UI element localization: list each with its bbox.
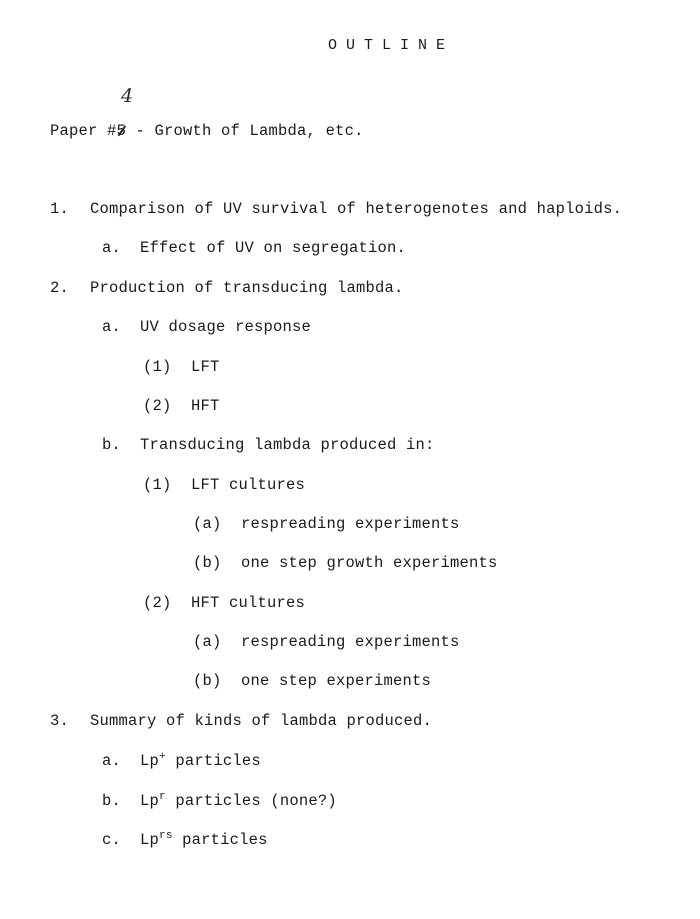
item-label: a. [102, 752, 122, 770]
item-text: particles [172, 831, 268, 849]
item-label: (2) [143, 397, 172, 415]
item-label: (a) [193, 633, 222, 651]
item-label: 1. [50, 200, 70, 218]
item-label: b. [102, 792, 122, 810]
item-label: (a) [193, 515, 222, 533]
outline-item [102, 751, 261, 771]
item-superscript: rs [159, 830, 173, 842]
item-superscript: + [159, 751, 166, 763]
outline-item [102, 238, 406, 258]
item-label: 2. [50, 279, 70, 297]
item-text: respreading experiments [241, 515, 460, 533]
outline-item [193, 671, 431, 691]
outline-item [193, 514, 460, 534]
item-label: (1) [143, 358, 172, 376]
outline-item [143, 357, 220, 377]
outline-item [50, 278, 404, 298]
item-superscript: r [159, 791, 166, 803]
item-text: particles [165, 752, 261, 770]
item-label: a. [102, 239, 122, 257]
item-text: UV dosage response [140, 318, 312, 336]
paper-title: - Growth of Lambda, etc. [126, 122, 364, 140]
item-label: (b) [193, 672, 222, 690]
item-text: Effect of UV on segregation. [140, 239, 407, 257]
item-text: Comparison of UV survival of heterogenotes and haploids. [90, 200, 623, 218]
item-label: b. [102, 436, 122, 454]
item-label: (1) [143, 476, 172, 494]
item-text: Production of transducing lambda. [90, 279, 404, 297]
item-text: particles (none?) [165, 792, 337, 810]
outline-item [143, 396, 220, 416]
outline-title: OUTLINE [328, 37, 455, 54]
item-base: Lp [140, 831, 160, 849]
handwritten-paper-number: 4 [121, 85, 134, 107]
item-text: respreading experiments [241, 633, 460, 651]
outline-item [102, 317, 311, 337]
item-text: HFT cultures [191, 594, 306, 612]
outline-item [50, 711, 432, 731]
outline-item [193, 632, 460, 652]
item-label: (b) [193, 554, 222, 572]
paper-prefix: Paper # [50, 122, 117, 140]
item-text: LFT cultures [191, 476, 306, 494]
outline-item [102, 830, 268, 850]
outline-item [50, 199, 622, 219]
item-label: (2) [143, 594, 172, 612]
item-base: Lp [140, 792, 160, 810]
outline-item [193, 553, 498, 573]
outline-item [143, 593, 305, 613]
item-label: a. [102, 318, 122, 336]
item-text: one step experiments [241, 672, 432, 690]
item-text: LFT [191, 358, 220, 376]
item-label: c. [102, 831, 122, 849]
item-label: 3. [50, 712, 70, 730]
item-text: HFT [191, 397, 220, 415]
struck-paper-number: 5 [116, 122, 127, 140]
outline-item [102, 791, 337, 811]
outline-item [143, 475, 305, 495]
outline-item [102, 435, 435, 455]
item-base: Lp [140, 752, 160, 770]
item-text: Transducing lambda produced in: [140, 436, 435, 454]
item-text: one step growth experiments [241, 554, 498, 572]
item-text: Summary of kinds of lambda produced. [90, 712, 433, 730]
paper-heading [50, 121, 364, 141]
